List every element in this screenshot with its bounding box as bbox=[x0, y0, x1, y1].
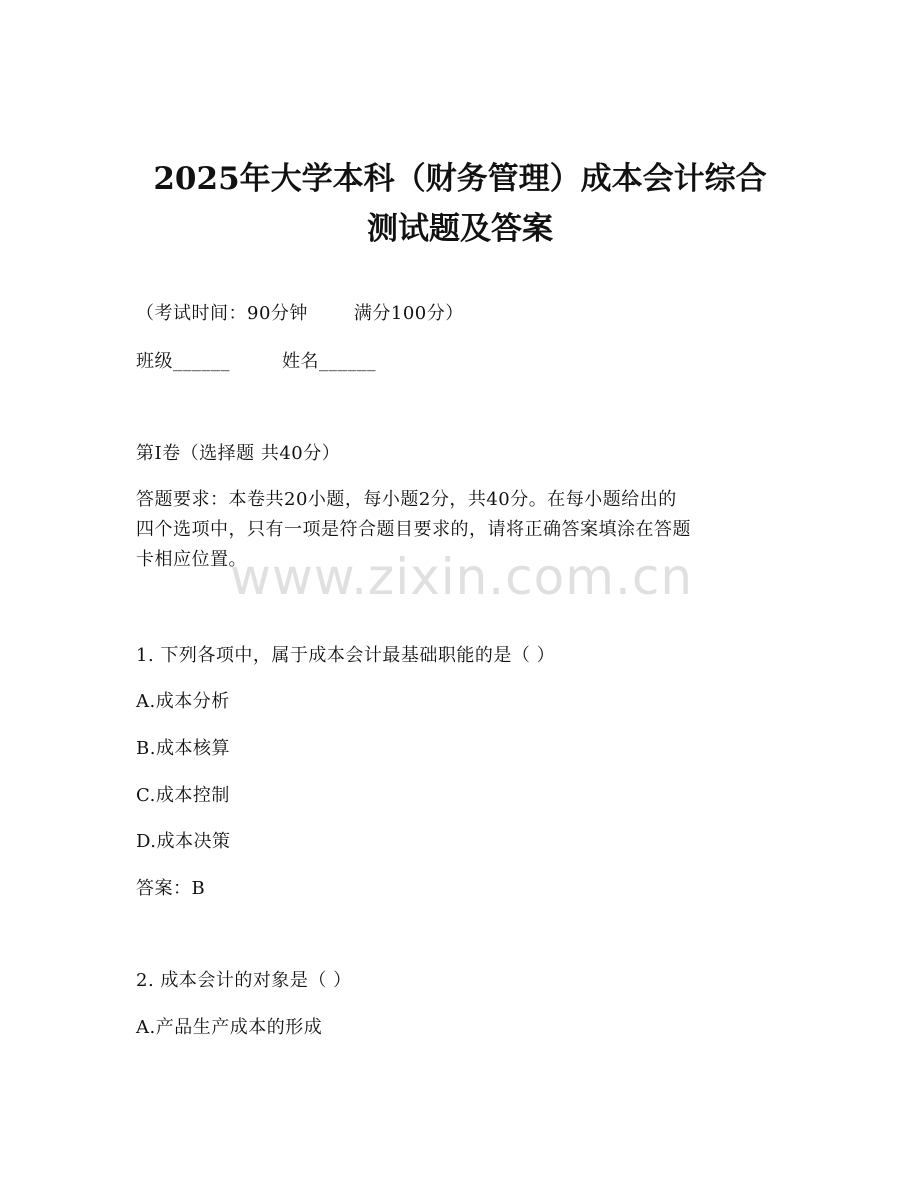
document-title-line2: 测试题及答案 bbox=[367, 211, 553, 247]
question-1-option-b: B.成本核算 bbox=[136, 738, 230, 759]
class-field-label: 班级______ bbox=[136, 351, 230, 372]
watermark: www.zixin.com.cn bbox=[230, 548, 694, 606]
instructions-line3: 卡相应位置。 bbox=[136, 549, 247, 570]
document-title-line1: 2025年大学本科（财务管理）成本会计综合 bbox=[153, 161, 767, 197]
instructions-line1: 答题要求：本卷共20小题，每小题2分，共40分。在每小题给出的 bbox=[136, 489, 677, 510]
question-1-option-d: D.成本决策 bbox=[136, 831, 231, 852]
full-score: 满分100分） bbox=[353, 303, 464, 324]
instructions-line2: 四个选项中，只有一项是符合题目要求的，请将正确答案填涂在答题 bbox=[136, 519, 691, 540]
question-1-stem: 1. 下列各项中，属于成本会计最基础职能的是（ ） bbox=[136, 645, 556, 666]
question-1-option-a: A.成本分析 bbox=[136, 691, 230, 712]
question-1-answer: 答案：B bbox=[136, 878, 206, 899]
student-info bbox=[136, 350, 376, 374]
exam-info bbox=[136, 302, 464, 326]
question-2-option-a: A.产品生产成本的形成 bbox=[136, 1017, 323, 1038]
question-2-stem: 2. 成本会计的对象是（ ） bbox=[136, 970, 352, 991]
exam-time: （考试时间：90分钟 bbox=[136, 303, 308, 324]
name-field-label: 姓名______ bbox=[282, 351, 376, 372]
section-title: 第Ⅰ卷（选择题 共40分） bbox=[136, 443, 341, 464]
question-1-option-c: C.成本控制 bbox=[136, 785, 230, 806]
